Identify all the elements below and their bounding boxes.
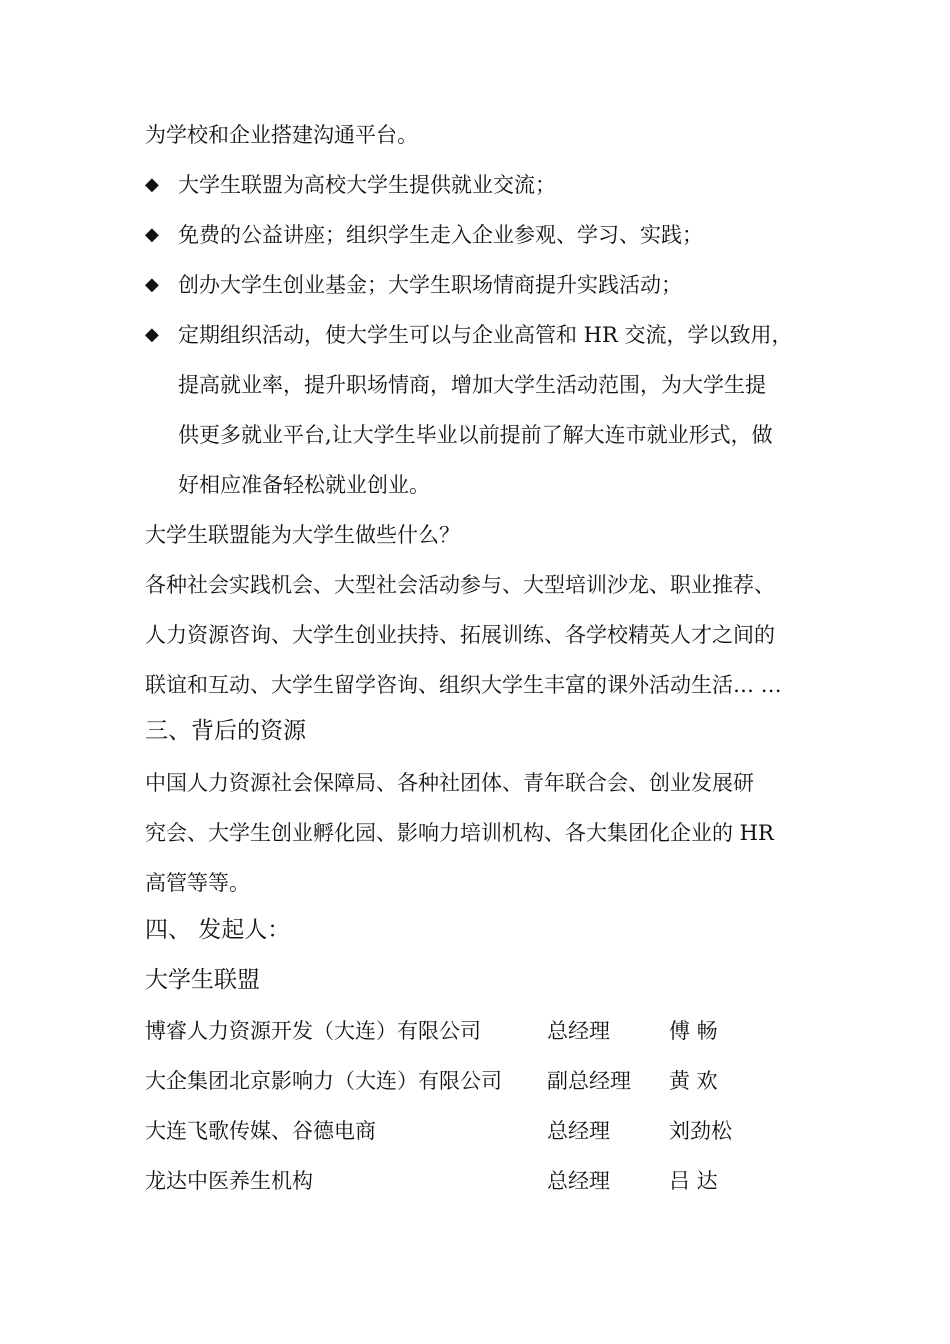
- founder-title: 副总经理: [547, 1069, 631, 1093]
- paragraph-line: 究会、大学生创业孵化园、影响力培训机构、各大集团化企业的 HR: [145, 821, 774, 845]
- founder-title: 总经理: [547, 1119, 610, 1143]
- founder-org: 大企集团北京影响力（大连）有限公司: [145, 1069, 502, 1093]
- bullet-item: 大学生联盟为高校大学生提供就业交流；: [178, 173, 556, 197]
- founder-name: 刘劲松: [669, 1119, 732, 1143]
- bullet-item: 创办大学生创业基金；大学生职场情商提升实践活动；: [178, 273, 682, 297]
- organization-name: 大学生联盟: [145, 967, 260, 993]
- founder-org: 博睿人力资源开发（大连）有限公司: [145, 1019, 481, 1043]
- founder-org: 大连飞歌传媒、谷德电商: [145, 1119, 376, 1143]
- answer-line: 人力资源咨询、大学生创业扶持、拓展训练、各学校精英人才之间的: [145, 623, 775, 647]
- paragraph-line: 中国人力资源社会保障局、各种社团体、青年联合会、创业发展研: [145, 771, 754, 795]
- founder-name: 黄 欢: [669, 1069, 718, 1093]
- intro-line: 为学校和企业搭建沟通平台。: [145, 123, 418, 147]
- bullet-item-line: 提高就业率，提升职场情商，增加大学生活动范围，为大学生提: [178, 373, 766, 397]
- bullet-diamond-icon: ◆: [145, 274, 159, 295]
- bullet-diamond-icon: ◆: [145, 324, 159, 345]
- founder-name: 吕 达: [669, 1169, 718, 1193]
- section-heading: 三、背后的资源: [145, 718, 306, 744]
- founder-name: 傅 畅: [669, 1019, 718, 1043]
- section-heading: 四、 发起人：: [145, 917, 291, 943]
- bullet-item-line: 定期组织活动，使大学生可以与企业高管和 HR 交流，学以致用，: [178, 323, 793, 347]
- founder-title: 总经理: [547, 1169, 610, 1193]
- answer-line: 联谊和互动、大学生留学咨询、组织大学生丰富的课外活动生活… …: [145, 673, 782, 697]
- question-line: 大学生联盟能为大学生做些什么？: [145, 523, 460, 547]
- founder-org: 龙达中医养生机构: [145, 1169, 313, 1193]
- bullet-diamond-icon: ◆: [145, 174, 159, 195]
- bullet-item-line: 供更多就业平台,让大学生毕业以前提前了解大连市就业形式，做: [178, 423, 773, 447]
- founder-title: 总经理: [547, 1019, 610, 1043]
- paragraph-line: 高管等等。: [145, 871, 250, 895]
- bullet-item: 免费的公益讲座；组织学生走入企业参观、学习、实践；: [178, 223, 703, 247]
- answer-line: 各种社会实践机会、大型社会活动参与、大型培训沙龙、职业推荐、: [145, 573, 775, 597]
- bullet-diamond-icon: ◆: [145, 224, 159, 245]
- bullet-item-line: 好相应准备轻松就业创业。: [178, 473, 430, 497]
